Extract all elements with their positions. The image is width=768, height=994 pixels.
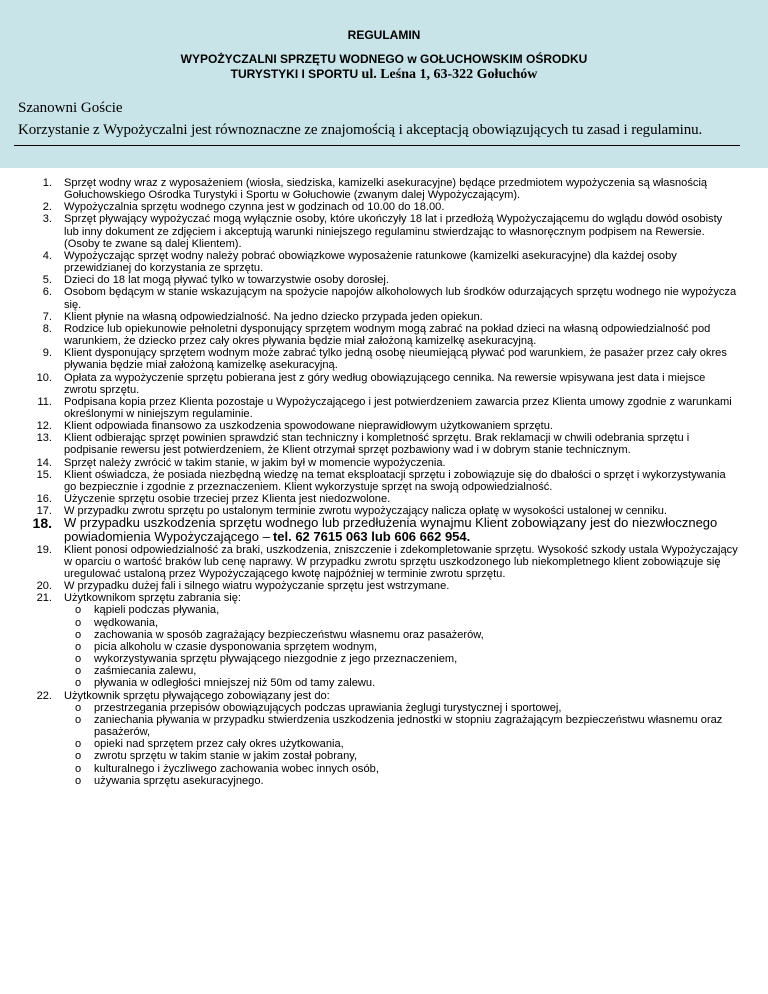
rule-number: 9. — [42, 347, 52, 360]
address: ul. Leśna 1, 63-322 Gołuchów — [361, 67, 538, 82]
rule-item — [36, 543, 740, 580]
rule-number: 20. — [36, 580, 52, 593]
sub-item-text: używania sprzętu asekuracyjnego. — [94, 774, 264, 787]
rule-item — [36, 689, 740, 787]
sub-list-item — [75, 640, 740, 653]
circle-bullet-icon: o — [75, 774, 82, 787]
doc-title: REGULAMIN — [347, 28, 421, 42]
rule-text: W przypadku zwrotu sprzętu po ustalonym terminie zwrotu wypożyczający nalicza opłatę w wysokości ustalonej w cenniku. — [64, 505, 668, 518]
rule-item — [36, 468, 740, 493]
sub-list-item — [75, 738, 740, 751]
rule-text: Klient płynie na własną odpowiedzialność. Na jedno dziecko przypada jeden opiekun. — [64, 310, 483, 323]
sub-list-item — [75, 604, 740, 617]
rule-number: 7. — [42, 310, 52, 323]
circle-bullet-icon: o — [75, 653, 82, 666]
rule-number: 3. — [42, 213, 52, 226]
rule-number: 21. — [36, 592, 52, 605]
rule-item-contact — [32, 515, 740, 544]
circle-bullet-icon: o — [75, 628, 82, 641]
sub-item-text: przestrzegania przepisów obowiązujących podczas uprawiania żeglugi turystycznej i sportowej, — [94, 701, 562, 714]
sub-list — [64, 604, 740, 689]
rule-number: 11. — [37, 395, 52, 408]
rule-text: Rodzice lub opiekunowie pełnoletni dysponujący sprzętem wodnym mogą zabrać na pokład dzieci na własną odpowiedzialność pod warunkiem, że dziecko przez cały okres pływania będzie miał założoną kamizelkę asekuracyjną. — [64, 322, 711, 348]
rule-item — [36, 456, 740, 469]
circle-bullet-icon: o — [75, 665, 82, 678]
rule-text: Opłata za wypożyczenie sprzętu pobierana jest z góry według obowiązującego cennika. Na rewersie wpisywana jest data i miejsce zwrotu sprzętu. — [64, 371, 706, 396]
rule-text: Sprzęt wodny wraz z wyposażeniem (wiosła, siedziska, kamizelki asekuracyjne) będące przedmiotem wypożyczenia są własnością Gołuchowskiego Ośrodka Turystyki i Sportu w Gołuchowie (zwanym dalej Wypożyczającym). — [64, 177, 708, 202]
rule-item — [37, 395, 740, 420]
sub-list-item — [75, 665, 740, 678]
sub-item-text: pływania w odległości mniejszej niż 50m od tamy zalewu. — [94, 677, 376, 690]
sub-list-item — [75, 762, 740, 775]
rule-text: Klient odpowiada finansowo za uszkodzenia spowodowane nieprawidłowym użytkowaniem sprzętu. — [64, 420, 554, 433]
rule-number: 22. — [36, 689, 52, 702]
sub-list-item — [75, 653, 740, 666]
sub-list-item — [75, 774, 740, 787]
sub-item-text: wędkowania, — [94, 616, 159, 629]
rule-text: Użytkownik sprzętu pływającego zobowiązany jest do: — [64, 689, 330, 702]
rule-item — [36, 432, 740, 457]
rule-text: Użyczenie sprzętu osobie trzeciej przez Klienta jest niedozwolone. — [64, 493, 391, 506]
circle-bullet-icon: o — [75, 640, 82, 653]
rule-number: 16. — [36, 493, 52, 506]
rule-number: 2. — [42, 201, 52, 214]
subtitle-bold: TURYSTYKI I SPORTU — [230, 67, 359, 81]
rule-number: 18. — [32, 515, 52, 532]
rule-text: Wypożyczając sprzęt wodny należy pobrać obowiązkowe wyposażenie ratunkowe (kamizelki asekuracyjne) dla każdej osoby przewidzianej do korzystania ze sprzętu. — [64, 249, 677, 275]
rule-item — [42, 201, 740, 214]
rule-text: Klient odbierając sprzęt powinien sprawdzić stan techniczny i kompletność sprzętu. Brak reklamacji w chwili odebrania sprzętu i podpisanie rewersu jest potwierdzeniem, że Klient otrzymał sprzęt pozbawiony wad i w dobrym stanie technicznym. — [64, 432, 690, 457]
rule-number: 19. — [36, 543, 52, 556]
rule-number: 1. — [42, 177, 52, 189]
rule-number: 15. — [36, 468, 52, 481]
rule-item — [42, 213, 740, 250]
circle-bullet-icon: o — [75, 762, 82, 775]
rule-item — [36, 580, 740, 593]
circle-bullet-icon: o — [75, 750, 82, 763]
phone-numbers: tel. 62 7615 063 lub 606 662 954. — [272, 528, 471, 544]
rule-item — [42, 310, 740, 323]
rule-item — [36, 592, 740, 690]
rule-number: 5. — [42, 274, 52, 287]
rule-item — [36, 371, 740, 396]
rules-list — [0, 177, 740, 787]
rule-text: W przypadku uszkodzenia sprzętu wodnego lub przedłużenia wynajmu Klient zobowiązany jest do niezwłocznego powiadomienia Wypożyczającego – — [64, 515, 718, 544]
rule-text: Klient oświadcza, że posiada niezbędną wiedzę na temat eksploatacji sprzętu i zobowiązuje się do dbałości o sprzęt i wykorzystywania go bezpiecznie i zgodnie z przeznaczeniem. Klient wykorzystuje sprzęt na swoją odpowiedzialność. — [64, 468, 726, 493]
circle-bullet-icon: o — [75, 677, 82, 690]
sub-list-item — [75, 701, 740, 714]
rule-text: Osobom będącym w stanie wskazującym na spożycie napojów alkoholowych lub środków odurzających sprzętu wodnego nie wypożycza się. — [64, 286, 737, 311]
sub-list-item — [75, 713, 740, 739]
greeting: Szanowni Goście — [18, 100, 123, 116]
sub-item-text: picia alkoholu w czasie dysponowania sprzętem wodnym, — [94, 640, 378, 653]
rule-item — [42, 322, 740, 348]
circle-bullet-icon: o — [75, 713, 82, 726]
sub-item-text: kulturalnego i życzliwego zachowania wobec innych osób, — [94, 762, 379, 775]
rule-text: Sprzęt pływający wypożyczać mogą wyłącznie osoby, które ukończyły 18 lat i przedłożą Wypożyczającemu do wglądu dowód osobisty lub inny dokument ze zdjęciem i akceptują warunki niniejszego regulaminu stwierdzając to własnoręcznym podpisem na Rewersie. (Osoby te zwane są dalej Klientem). — [64, 213, 723, 250]
intro-text: Korzystanie z Wypożyczalni jest równoznaczne ze znajomością i akceptacją obowiązujących tu zasad i regulaminu. — [18, 122, 703, 138]
rule-text: Klient dysponujący sprzętem wodnym może zabrać tylko jedną osobę nieumiejącą pływać pod warunkiem, że pasażer przez cały okres pływania będzie miał założoną kamizelkę asekuracyjną. — [64, 347, 727, 372]
rule-number: 13. — [36, 432, 52, 445]
circle-bullet-icon: o — [75, 701, 82, 714]
rule-item — [36, 493, 740, 506]
sub-list-item — [75, 628, 740, 641]
underline-divider — [14, 145, 740, 146]
sub-item-text: wykorzystywania sprzętu pływającego niezgodnie z jego przeznaczeniem, — [94, 653, 458, 666]
circle-bullet-icon: o — [75, 738, 82, 751]
rule-number: 17. — [36, 505, 52, 518]
circle-bullet-icon: o — [75, 604, 82, 617]
rule-text: Klient ponosi odpowiedzialność za braki, uszkodzenia, zniszczenie i zdekompletowanie sprzętu. Wysokość szkody ustala Wypożyczający w oparciu o wartość braków lub cenę naprawy. W przypadku zwrotu sprzętu uszkodzonego lub niekompletnego klient zobowiązuje się uregulować ustaloną przez Wypożyczającego kwotę najpóźniej w terminie zwrotu sprzętu. — [64, 543, 738, 580]
sub-item-text: zwrotu sprzętu w takim stanie w jakim został pobrany, — [94, 750, 358, 763]
circle-bullet-icon: o — [75, 616, 82, 629]
rule-item — [42, 177, 740, 202]
rule-number: 6. — [42, 286, 52, 299]
rule-text: Dzieci do 18 lat mogą pływać tylko w towarzystwie osoby dorosłej. — [64, 274, 389, 287]
rule-number: 8. — [42, 322, 52, 335]
rule-number: 4. — [42, 249, 52, 262]
rule-item — [42, 286, 740, 311]
sub-item-text: zaniechania pływania w przypadku stwierdzenia uszkodzenia jednostki w stopniu zagrażającym bezpieczeństwu własnemu oraz pasażerów, — [94, 713, 723, 739]
rule-text: Sprzęt należy zwrócić w takim stanie, w jakim był w momencie wypożyczenia. — [64, 456, 446, 469]
rule-text: Podpisana kopia przez Klienta pozostaje u Wypożyczającego i jest potwierdzeniem zawarcia przez Klienta umowy zgodnie z warunkami określonymi w niniejszym regulaminie. — [64, 395, 732, 420]
sub-item-text: zaśmiecania zalewu, — [94, 665, 197, 678]
rule-number: 10. — [36, 371, 52, 384]
rule-text: Użytkownikom sprzętu zabrania się: — [64, 592, 241, 605]
rule-text: W przypadku dużej fali i silnego wiatru wypożyczanie sprzętu jest wstrzymane. — [64, 580, 450, 593]
doc-subtitle-address — [0, 67, 768, 82]
doc-subtitle: WYPOŻYCZALNI SPRZĘTU WODNEGO w GOŁUCHOWSKIM OŚRODKU — [180, 52, 588, 66]
sub-list — [64, 702, 740, 787]
sub-item-text: opieki nad sprzętem przez cały okres użytkowania, — [94, 738, 344, 751]
rule-text: Wypożyczalnia sprzętu wodnego czynna jest w godzinach od 10.00 do 18.00. — [64, 201, 445, 214]
rule-item — [36, 420, 740, 433]
sub-item-text: kąpieli podczas pływania, — [94, 604, 220, 617]
sub-list-item — [75, 616, 740, 629]
sub-list-item — [75, 750, 740, 763]
rule-item — [42, 347, 740, 372]
sub-list-item — [75, 677, 740, 690]
header-banner — [0, 0, 768, 168]
sub-item-text: zachowania w sposób zagrażający bezpieczeństwu własnemu oraz pasażerów, — [94, 628, 484, 641]
rule-number: 12. — [36, 420, 52, 433]
rule-item — [42, 249, 740, 275]
rule-number: 14. — [36, 456, 52, 469]
rule-item — [42, 274, 740, 287]
